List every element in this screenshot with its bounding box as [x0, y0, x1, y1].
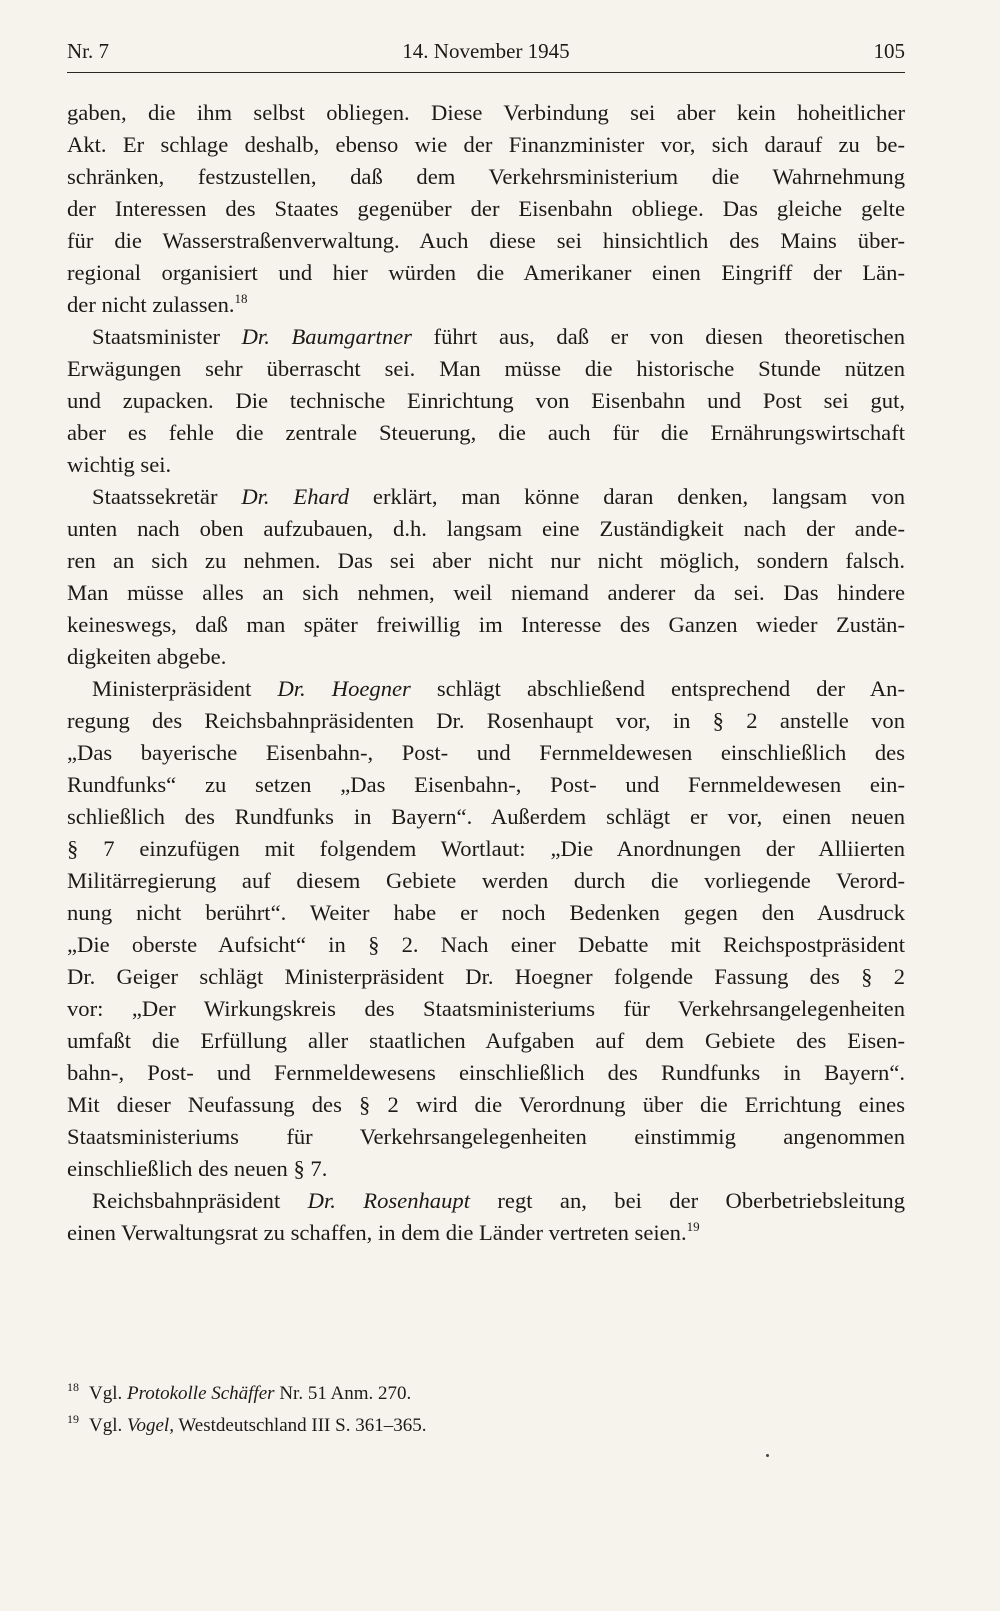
footnote: $^{18}$ Vgl. Protokolle Schäffer Nr. 51 Anm. 270. — [67, 1380, 412, 1404]
text-line: der Interessen des Staates gegenüber der Eisenbahn obliege. Das gleiche gelte — [67, 196, 905, 221]
footnotes — [67, 1378, 905, 1442]
paragraph — [67, 97, 905, 321]
main-text — [67, 97, 905, 1249]
text-line: Dr. Geiger schlägt Ministerpräsident Dr. Hoegner folgende Fassung des § 2 — [67, 964, 905, 989]
paragraph — [67, 321, 905, 481]
footnote: $^{19}$ Vgl. Vogel, Westdeutschland III S. 361–365. — [67, 1412, 427, 1436]
speaker-name: Dr. Hoegner — [277, 676, 411, 701]
header-date: 14. November 1945 — [402, 39, 570, 63]
text-line: Mit dieser Neufassung des § 2 wird die Verordnung über die Errichtung eines — [67, 1092, 905, 1117]
speaker-name: Dr. Baumgartner — [241, 324, 412, 349]
text-line: für die Wasserstraßenverwaltung. Auch diese sei hinsichtlich des Mains über- — [67, 228, 905, 253]
paragraph — [67, 673, 905, 1185]
footnote-title: Vogel, — [127, 1415, 174, 1436]
text-line: Ministerpräsident Dr. Hoegner schlägt abschließend entsprechend der An- — [92, 676, 905, 701]
text-line: regung des Reichsbahnpräsidenten Dr. Rosenhaupt vor, in § 2 anstelle von — [67, 708, 905, 733]
text-line: Staatsminister Dr. Baumgartner führt aus, daß er von diesen theoretischen — [92, 324, 905, 349]
text-line: bahn-, Post- und Fernmeldewesens einschließlich des Rundfunks in Bayern“. — [67, 1060, 905, 1085]
text-line: nung nicht berührt“. Weiter habe er noch Bedenken gegen den Ausdruck — [67, 900, 905, 925]
speaker-name: Dr. Rosenhaupt — [307, 1188, 470, 1213]
footnote-ref: 19 — [686, 1219, 700, 1234]
paragraph — [67, 1185, 905, 1249]
text-line: Staatssekretär Dr. Ehard erklärt, man könne daran denken, langsam von — [92, 484, 905, 509]
footnote-number: 18 — [67, 1380, 79, 1394]
text-line: gaben, die ihm selbst obliegen. Diese Verbindung sei aber kein hoheitlicher — [67, 100, 905, 125]
issue-number: Nr. 7 — [67, 39, 109, 63]
running-header — [67, 36, 905, 73]
text-line: wichtig sei. — [67, 452, 172, 477]
text-line: Staatsministeriums für Verkehrsangelegenheiten einstimmig angenommen — [67, 1124, 905, 1149]
footnote-number: 19 — [67, 1412, 79, 1426]
text-line: § 7 einzufügen mit folgendem Wortlaut: „Die Anordnungen der Alliierten — [67, 836, 905, 861]
text-line: einschließlich des neuen § 7. — [67, 1156, 328, 1181]
text-line: einen Verwaltungsrat zu schaffen, in dem die Länder vertreten seien.$^{19}$ — [67, 1219, 700, 1245]
text-line: und zupacken. Die technische Einrichtung von Eisenbahn und Post sei gut, — [67, 388, 905, 413]
paper-speck — [766, 1454, 769, 1457]
text-line: unten nach oben aufzubauen, d.h. langsam eine Zuständigkeit nach der ande- — [67, 516, 905, 541]
speaker-name: Dr. Ehard — [241, 484, 350, 509]
text-line: schließlich des Rundfunks in Bayern“. Außerdem schlägt er vor, einen neuen — [67, 804, 905, 829]
text-line: Akt. Er schlage deshalb, ebenso wie der Finanzminister vor, sich darauf zu be- — [67, 132, 905, 157]
text-line: Erwägungen sehr überrascht sei. Man müsse die historische Stunde nützen — [67, 356, 905, 381]
text-line: regional organisiert und hier würden die Amerikaner einen Eingriff der Län- — [67, 260, 905, 285]
footnote-ref: 18 — [234, 291, 248, 306]
text-line: ren an sich zu nehmen. Das sei aber nicht nur nicht möglich, sondern falsch. — [67, 548, 905, 573]
text-line: Man müsse alles an sich nehmen, weil niemand anderer da sei. Das hindere — [67, 580, 905, 605]
text-line: keineswegs, daß man später freiwillig im Interesse des Ganzen wieder Zustän- — [67, 612, 905, 637]
text-line: digkeiten abgebe. — [67, 644, 227, 669]
text-line: Militärregierung auf diesem Gebiete werden durch die vorliegende Verord- — [67, 868, 905, 893]
page-number: 105 — [873, 39, 905, 63]
text-line: „Das bayerische Eisenbahn-, Post- und Fernmeldewesen einschließlich des — [67, 740, 905, 765]
text-line: vor: „Der Wirkungskreis des Staatsministeriums für Verkehrsangelegenheiten — [67, 996, 905, 1021]
text-line: umfaßt die Erfüllung aller staatlichen Aufgaben auf dem Gebiete des Eisen- — [67, 1028, 905, 1053]
text-line: schränken, festzustellen, daß dem Verkehrsministerium die Wahrnehmung — [67, 164, 905, 189]
text-line: der nicht zulassen.$^{18}$ — [67, 291, 248, 317]
text-line: „Die oberste Aufsicht“ in § 2. Nach einer Debatte mit Reichspostpräsident — [67, 932, 905, 957]
text-line: Reichsbahnpräsident Dr. Rosenhaupt regt an, bei der Oberbetriebsleitung — [92, 1188, 905, 1213]
paragraph — [67, 481, 905, 673]
text-line: Rundfunks“ zu setzen „Das Eisenbahn-, Post- und Fernmeldewesen ein- — [67, 772, 905, 797]
footnote-title: Protokolle Schäffer — [127, 1383, 275, 1404]
text-line: aber es fehle die zentrale Steuerung, die auch für die Ernährungswirtschaft — [67, 420, 905, 445]
